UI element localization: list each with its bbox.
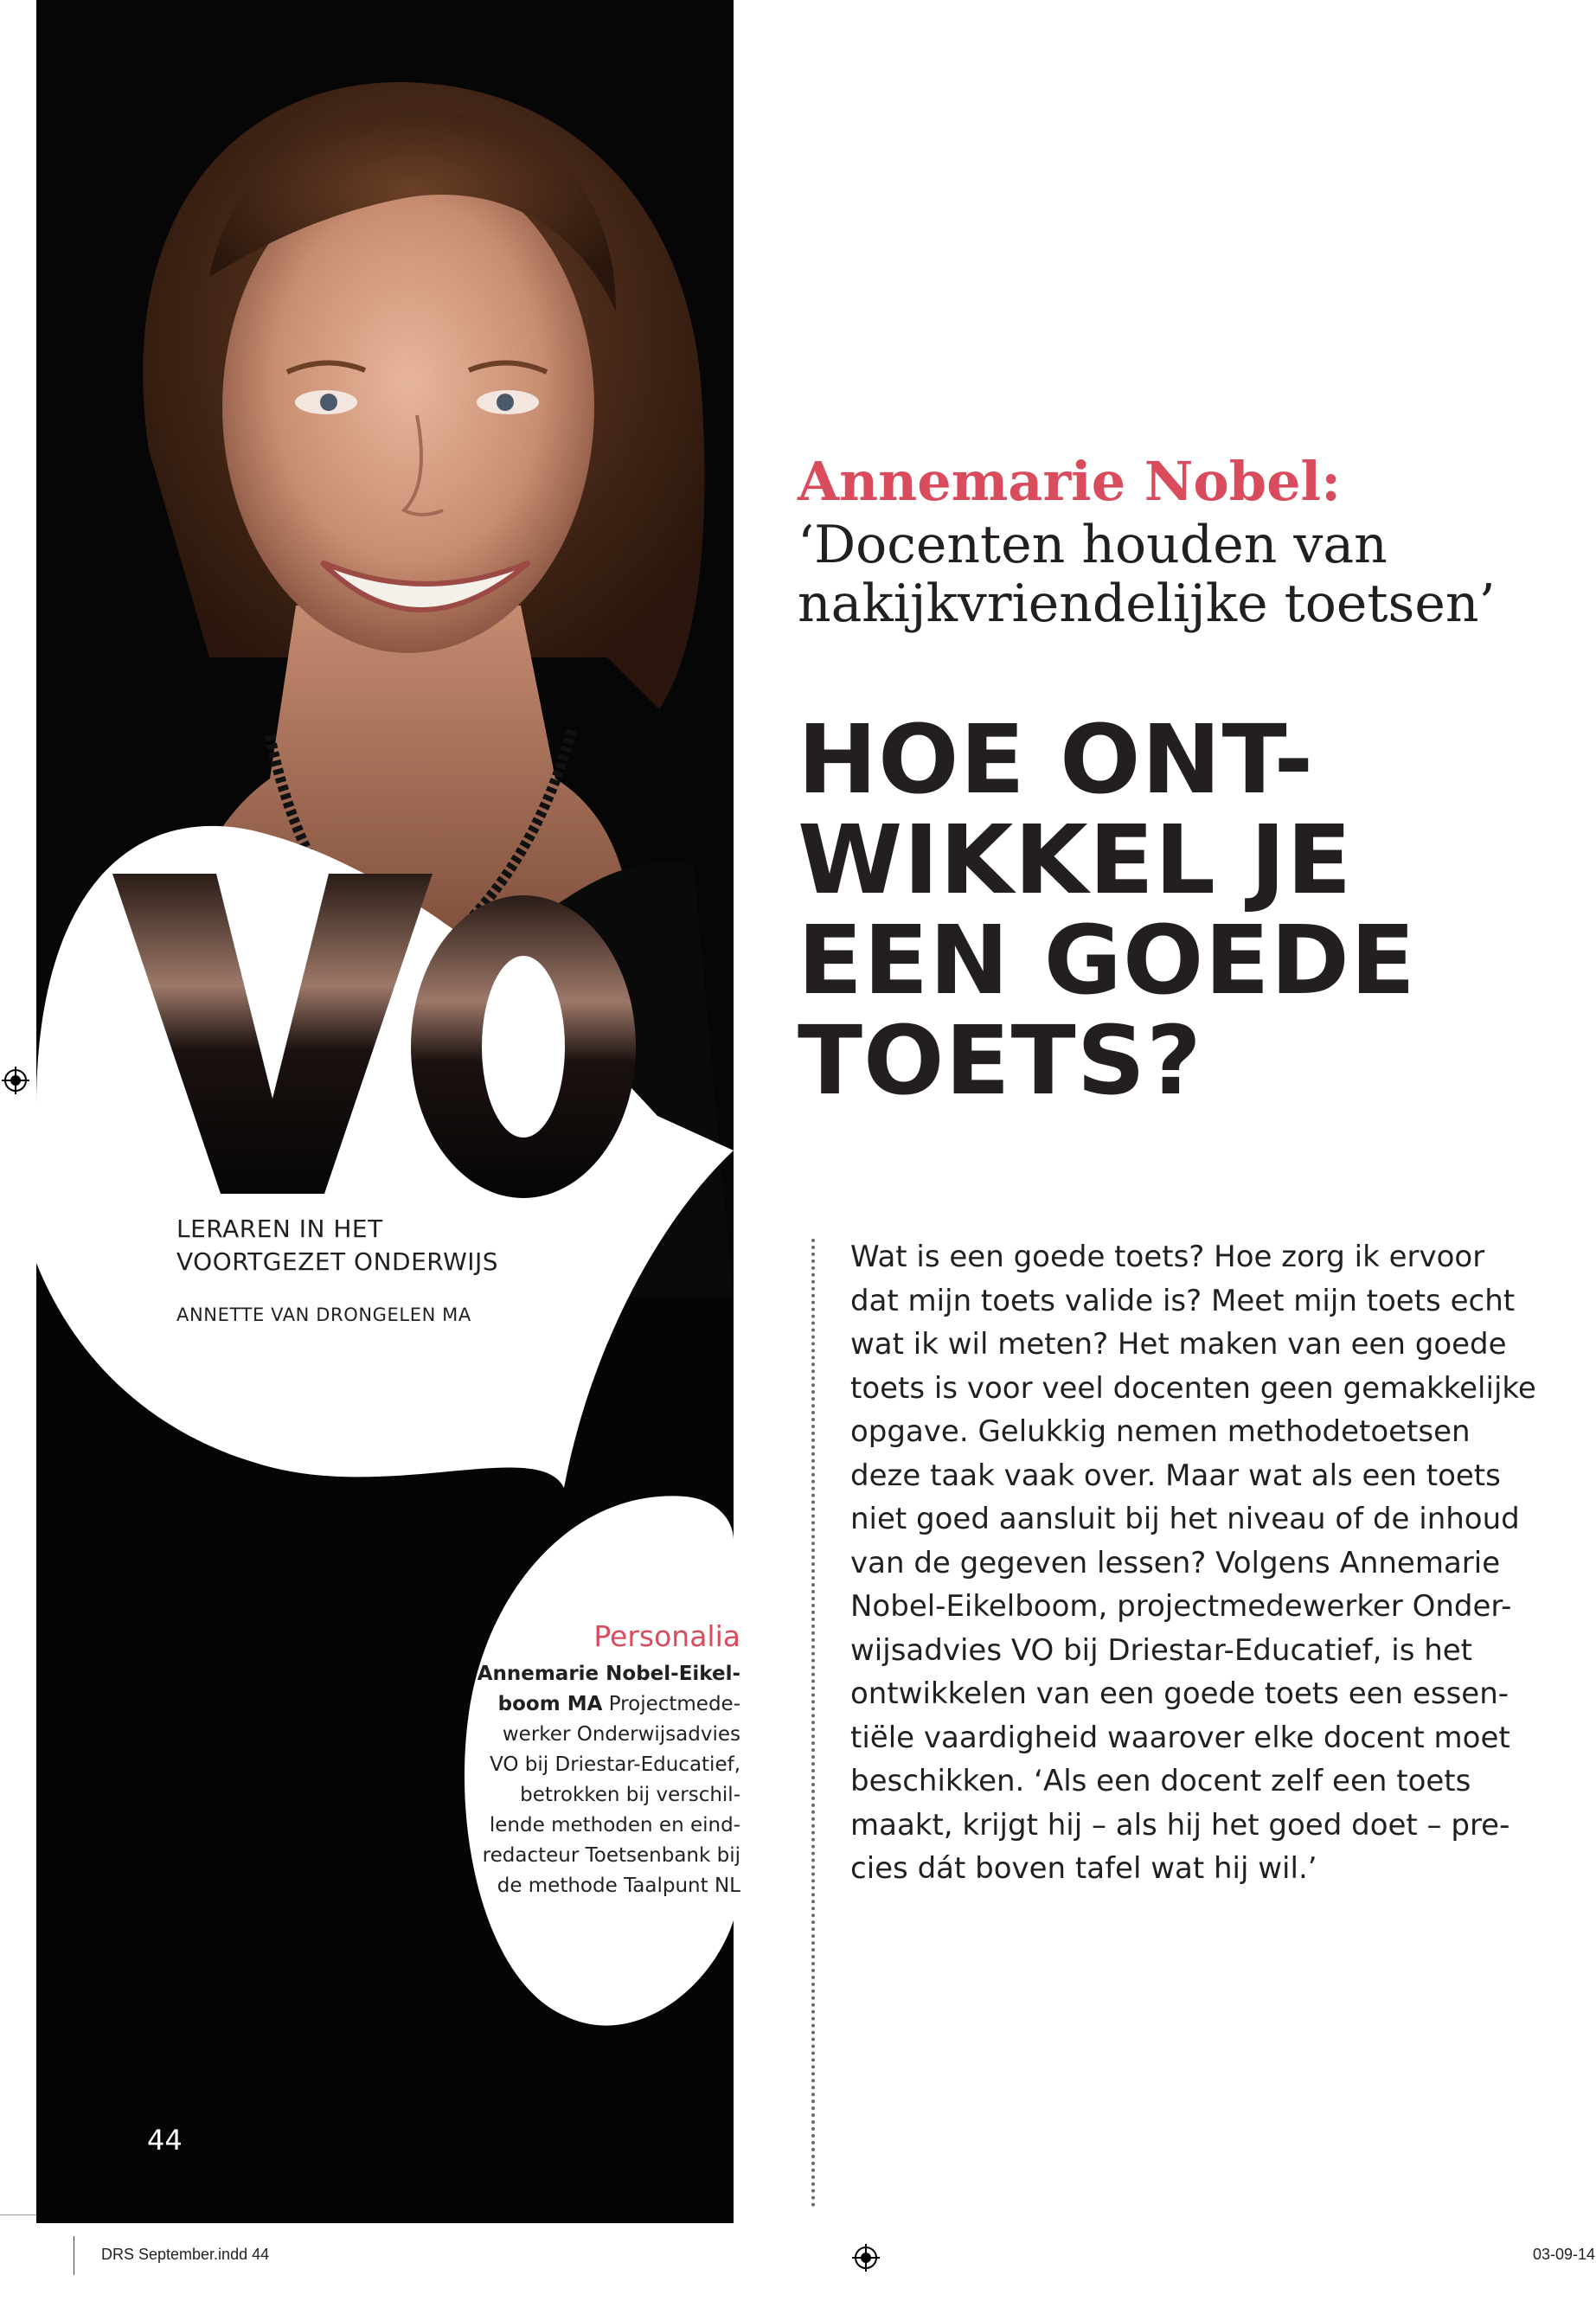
- intro-line: niet goed aansluit bij het niveau of de inhoud: [850, 1502, 1520, 1536]
- intro-line: Nobel-Eikelboom, projectmedewerker Onder-: [850, 1589, 1512, 1624]
- intro-line: cies dát boven tafel wat hij wil.’: [850, 1851, 1317, 1886]
- section-kicker: [176, 1213, 626, 1279]
- intro-line: wat ik wil meten? Het maken van een goede: [850, 1327, 1507, 1362]
- personalia-line: [433, 1689, 740, 1720]
- registration-mark-icon: [852, 2244, 880, 2272]
- personalia-line: werker Onderwijsadvies: [502, 1723, 740, 1746]
- dotted-divider: [811, 1239, 815, 2208]
- kicker-line-1: LERAREN IN HET: [176, 1215, 383, 1243]
- vo-letters-graphic: [112, 839, 649, 1202]
- author-byline: ANNETTE VAN DRONGELEN MA: [176, 1304, 471, 1325]
- page-number: 44: [147, 2124, 183, 2157]
- headline-line-4: TOETS?: [798, 1005, 1202, 1116]
- personalia-line: VO bij Driestar-Educatief,: [490, 1753, 740, 1776]
- headline-line-1: HOE ONT-: [798, 704, 1315, 815]
- quote-line-1: ‘Docenten houden van: [798, 515, 1388, 575]
- headline-line-2: WIKKEL JE: [798, 804, 1353, 915]
- personalia-name-cont: boom MA: [497, 1693, 603, 1715]
- personalia-box: [433, 1618, 740, 1901]
- headline: [798, 704, 1576, 1116]
- intro-line: toets is voor veel docenten geen gemakkelijke: [850, 1370, 1536, 1406]
- intro-line: tiële vaardigheid waarover elke docent moet: [850, 1720, 1510, 1755]
- personalia-heading: Personalia: [593, 1619, 740, 1653]
- intro-line: wijsadvies VO bij Driestar-Educatief, is het: [850, 1632, 1473, 1668]
- personalia-line: [433, 1659, 740, 1689]
- personalia-line: betrokken bij verschil-: [520, 1784, 740, 1806]
- personalia-line: de methode Taalpunt NL: [497, 1875, 740, 1897]
- pull-quote: [798, 516, 1559, 633]
- intro-line: deze taak vaak over. Maar wat als een toets: [850, 1458, 1501, 1493]
- slug-date: 03-09-14: [1533, 2246, 1596, 2263]
- intro-paragraph: [850, 1235, 1536, 1891]
- headline-line-3: EEN GOEDE: [798, 905, 1417, 1016]
- intro-line: van de gegeven lessen? Volgens Annemarie: [850, 1545, 1501, 1580]
- section-letters: [112, 839, 649, 1202]
- interviewee-name: Annemarie Nobel:: [798, 450, 1341, 513]
- intro-line: Wat is een goede toets? Hoe zorg ik ervoor: [850, 1240, 1485, 1274]
- intro-line: ontwikkelen van een goede toets een essen-: [850, 1676, 1509, 1711]
- intro-line: maakt, krijgt hij – als hij het goed doet – pre-: [850, 1807, 1510, 1843]
- personalia-line: lende methoden en eind-: [489, 1814, 740, 1836]
- intro-line: opgave. Gelukkig nemen methodetoetsen: [850, 1414, 1471, 1449]
- personalia-text: Projectmede-: [602, 1693, 740, 1715]
- slug-filename: DRS September.indd 44: [101, 2246, 270, 2263]
- quote-line-2: nakijkvriendelijke toetsen’: [798, 574, 1496, 634]
- crop-line: [0, 2214, 36, 2215]
- kicker-line-2: VOORTGEZET ONDERWIJS: [176, 1247, 499, 1276]
- personalia-line: redacteur Toetsenbank bij: [482, 1844, 740, 1867]
- intro-line: beschikken. ‘Als een docent zelf een toets: [850, 1764, 1471, 1798]
- personalia-name: Annemarie Nobel-Eikel-: [477, 1663, 740, 1685]
- registration-mark-icon: [2, 1067, 29, 1094]
- intro-line: dat mijn toets valide is? Meet mijn toets echt: [850, 1283, 1516, 1318]
